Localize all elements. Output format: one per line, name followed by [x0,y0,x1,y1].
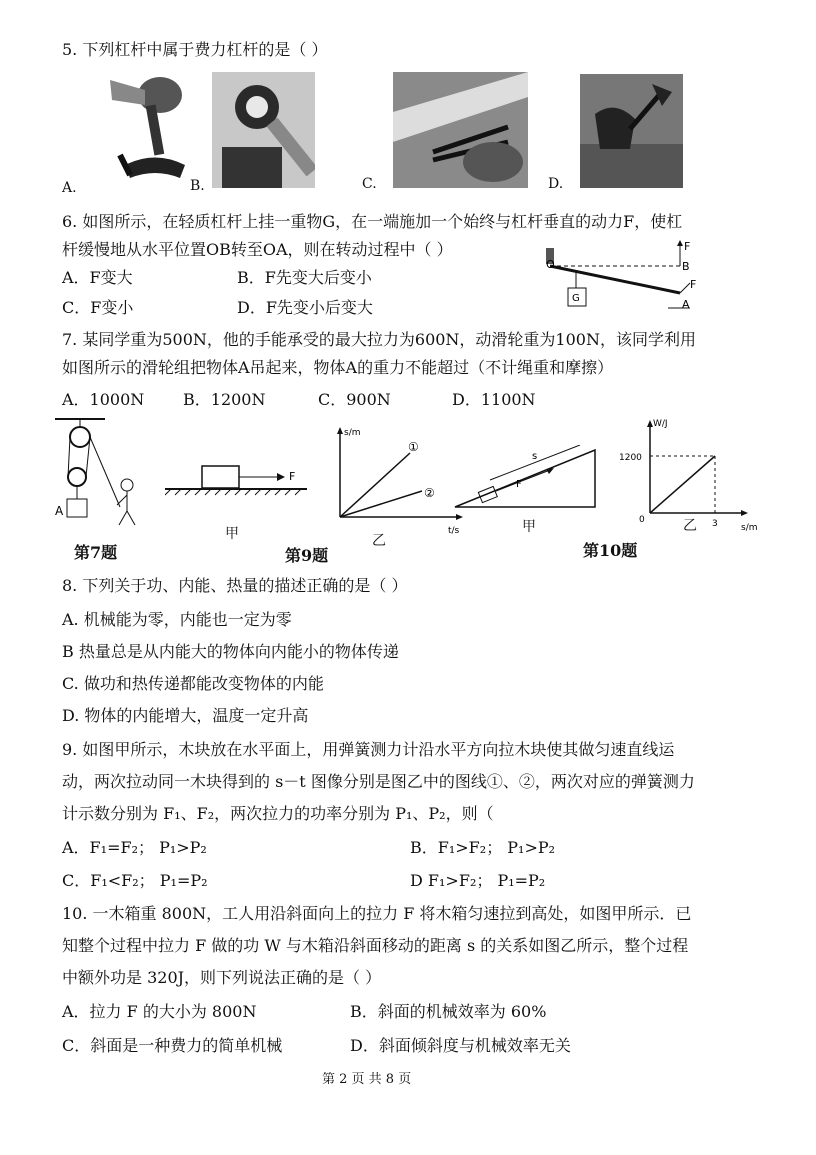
q7-option-a: A．1000N [62,390,145,409]
q9-option-c: C．F₁<F₂； P₁=P₂ [62,871,208,890]
q5-label-c: C. [362,176,377,192]
q10-label-s: s [532,451,538,462]
q10-caption: 第10题 [583,541,638,560]
q6-label-b: B [682,260,690,273]
q10-stem-line2: 知整个过程中拉力 F 做的功 W 与木箱沿斜面移动的距离 s 的关系如图乙所示，整个过程 [62,936,689,955]
q5-label-a: A. [62,180,77,196]
q9-figure-jia [165,460,315,510]
q7-option-c: C．900N [318,390,391,409]
q5-label-b: B. [190,178,205,194]
q9-label-f: F [289,470,296,483]
q9-stem-line2: 动，两次拉动同一木块得到的 s－t 图像分别是图乙中的图线①、②，两次对应的弹簧测力 [62,772,695,791]
photo-hammer [100,70,210,188]
q9-option-d: D F₁>F₂； P₁=P₂ [410,871,546,890]
q10-option-d: D．斜面倾斜度与机械效率无关 [350,1036,571,1055]
q7-caption: 第7题 [74,543,118,562]
q6-label-a: A [682,298,690,311]
q7-stem-line1: 7. 某同学重为500N，他的手能承受的最大拉力为600N，动滑轮重为100N，该同学利用 [62,330,696,349]
q10-x-axis: s/m [741,523,758,533]
q6-label-f-top: F [684,240,691,253]
q10-y-tick: 1200 [619,453,642,463]
q7-option-b: B．1200N [183,390,266,409]
page-footer: 第 2 页 共 8 页 [322,1072,412,1087]
q7-pulley-figure [55,415,155,533]
q6-option-b: B．F先变大后变小 [237,268,372,287]
q5-label-d: D. [548,176,564,192]
q6-option-a: A．F变大 [62,268,133,287]
q10-option-c: C．斜面是一种费力的简单机械 [62,1036,283,1055]
q9-line1-label: ① [408,440,419,454]
photo-axe [580,74,683,188]
q6-stem-line2: 杆缓慢地从水平位置OB转至OA，则在转动过程中（ ） [62,240,453,259]
q8-stem: 8. 下列关于功、内能、热量的描述正确的是（ ） [62,576,408,595]
q8-option-b: B 热量总是从内能大的物体向内能小的物体传递 [62,642,399,661]
q10-option-b: B．斜面的机械效率为 60% [350,1002,547,1021]
q7-label-a: A [55,504,64,518]
q10-figure-jia [450,445,600,515]
q10-label-f: F [516,479,522,490]
q6-label-o: O [546,258,555,271]
q9-option-b: B．F₁>F₂； P₁>P₂ [410,838,556,857]
q6-lever-figure [540,238,700,318]
q10-x-tick: 3 [712,519,718,529]
q9-label-jia: 甲 [225,526,239,542]
q8-option-d: D. 物体的内能增大，温度一定升高 [62,706,309,725]
q9-y-axis: s/m [344,428,361,438]
q10-y-axis: W/J [653,419,668,429]
q9-line2-label: ② [424,486,435,500]
q9-figure-yi [330,425,470,540]
q10-origin: 0 [639,515,645,525]
q9-x-axis: t/s [448,526,460,536]
q10-stem-line3: 中额外功是 320J，则下列说法正确的是（ ） [62,968,382,987]
q9-label-yi: 乙 [372,533,386,549]
q9-stem-line3: 计示数分别为 F₁、F₂，两次拉力的功率分别为 P₁、P₂，则（ [62,804,494,823]
q7-stem-line2: 如图所示的滑轮组把物体A吊起来，物体A的重力不能超过（不计绳重和摩擦） [62,358,614,377]
q9-option-a: A．F₁=F₂； P₁>P₂ [62,838,207,857]
q10-stem-line1: 10. 一木箱重 800N，工人用沿斜面向上的拉力 F 将木箱匀速拉到高处，如图甲所示．已 [62,904,692,923]
q6-label-f-bottom: F [690,278,697,291]
q6-stem-line1: 6. 如图所示，在轻质杠杆上挂一重物G，在一端施加一个始终与杠杆垂直的动力F，使杠 [62,212,683,231]
q6-option-c: C．F变小 [62,298,134,317]
q7-option-d: D．1100N [452,390,536,409]
q5-stem: 5. 下列杠杆中属于费力杠杆的是（ ） [62,40,328,59]
q8-option-c: C. 做功和热传递都能改变物体的内能 [62,674,324,693]
q6-option-d: D．F先变小后变大 [237,298,373,317]
q8-option-a: A. 机械能为零，内能也一定为零 [62,610,292,629]
q10-label-yi: 乙 [683,518,697,534]
q9-stem-line1: 9. 如图甲所示，木块放在水平面上，用弹簧测力计沿水平方向拉木块使其做匀速直线运 [62,740,675,759]
q10-option-a: A．拉力 F 的大小为 800N [62,1002,257,1021]
q9-caption: 第9题 [285,546,329,565]
q10-label-jia: 甲 [522,519,536,535]
q6-label-g: G [572,293,580,304]
photo-bottle-opener [212,72,315,188]
photo-tongs [393,72,528,188]
